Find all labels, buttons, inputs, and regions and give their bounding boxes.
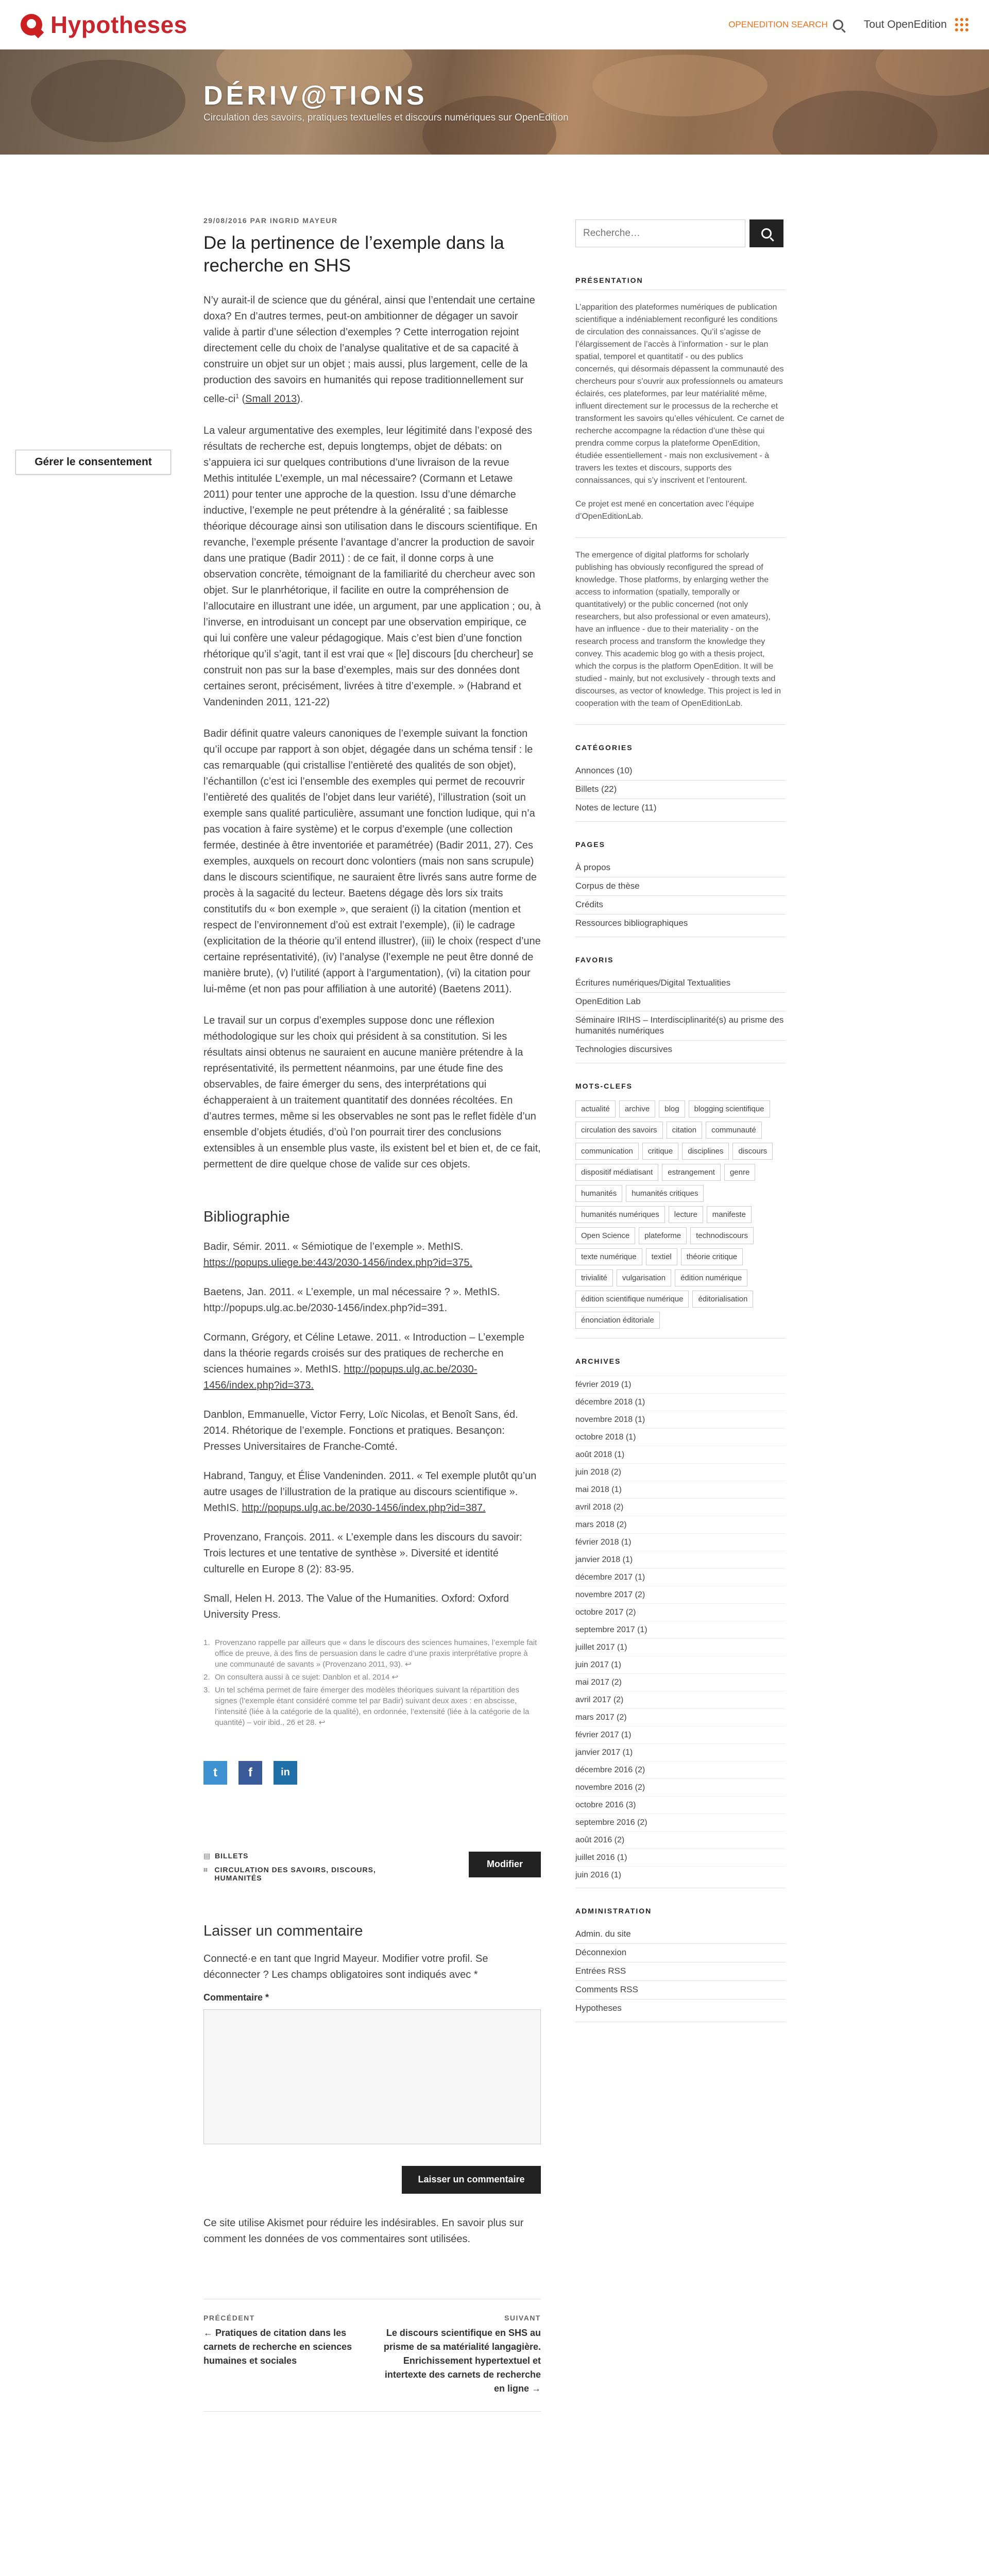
tag-icon: ⌗ bbox=[203, 1865, 208, 1874]
tag-item[interactable]: humanités numériques bbox=[575, 1206, 665, 1223]
paragraph-1-text: N’y aurait-il de science que du général, ainsi que l’entendait une certaine doxa? En d’autres termes, peut-on ambitionner de dégager un savoir valide à partir d’une sélection d’exemples ? Cette interrogation rejoint directement celle du choix de l’analyse qualitative et de sa capacité à construire un objet sur un objet ; mais aussi, plus largement, celle de la production des savoirs en humanités qui repose traditionnellement sur celle-ci bbox=[203, 295, 535, 405]
archives-list bbox=[575, 1376, 786, 1884]
article bbox=[203, 216, 541, 2412]
sidebar-search bbox=[575, 219, 786, 247]
presentation-text-en: The emergence of digital platforms for scholarly publishing has obviously reconfigured the spread of knowledge. Those platforms, by enlarging wether the access to information (spatially, temporally or quantitatively) or the public concerned (not only researchers, but also professional or even amateurs), have an influence - due to their materiality - on the research process and transform the knowledge they convey. This academic blog go with a thesis project, which the corpus is the platform OpenEdition. It will be studied - mainly, but not exclusively - through texts and discourses, as vector of knowledge. This project is led in cooperation with the team of OpenEditionLab. bbox=[575, 551, 781, 708]
footnote-number: 2. bbox=[203, 1672, 210, 1682]
pages-list bbox=[575, 859, 786, 933]
previous-post-link[interactable] bbox=[203, 2314, 368, 2396]
archive-item[interactable]: février 2017 (1) bbox=[575, 1726, 786, 1743]
widget-title-administration: ADMINISTRATION bbox=[575, 1907, 652, 1915]
page-item[interactable]: Corpus de thèse bbox=[575, 877, 786, 895]
arrow-left-icon: ← bbox=[203, 2327, 216, 2338]
top-right-nav bbox=[728, 15, 968, 34]
post-tags bbox=[203, 1866, 420, 1882]
footnote bbox=[203, 1672, 541, 1683]
archive-item[interactable]: mars 2018 (2) bbox=[575, 1516, 786, 1533]
paragraph-2: La valeur argumentative des exemples, leur légitimité dans l’exposé des résultats de recherche est, depuis longtemps, objet de débats: on s’appuiera ici sur quelques contributions d’une livraison de la revue Methis intitulée L’exemple, un mal nécessaire? (Cormann et Letawe 2011) pour tenter une approche de la question. Issu d’une démarche inductive, l’exemple ne peut prétendre à la généralité ; sa faiblesse théorique décourage ainsi son utilisation dans le discours scientifique. En revanche, l’exemple présente l’avantage d’ancrer la production de savoir dans une pratique (Badir 2011) : de ce fait, il donne corps à une observation concrète, témoignant de la familiarité du chercheur avec son objet. Sur le planrhétorique, il facilite en outre la compréhension de l’allocutaire en illustrant une idée, un argument, par une application ; ou, à l’inverse, en introduisant un concept par une observation empirique, ce qui lui confère une valeur pédagogique. Mais c’est bien d’une fonction rhétorique qu’il s’agit, tant il est vrai que « [le] discours [du chercheur] se construit non pas sur la base d’exemples, mais sur des données dont certaines seront, précisément, livrées à titre d’exemple. » (Habrand et Vandeninden 2011, 121-22) bbox=[203, 425, 541, 708]
tag-item[interactable]: discours bbox=[732, 1143, 773, 1160]
admin-item[interactable]: Comments RSS bbox=[575, 1980, 786, 1999]
comment-form-title: Laisser un commentaire bbox=[203, 1922, 363, 1939]
hypotheses-logo-icon bbox=[21, 12, 44, 38]
site-description: Circulation des savoirs, pratiques textuelles et discours numériques sur OpenEdition bbox=[203, 112, 569, 123]
tag-links[interactable]: CIRCULATION DES SAVOIRS, DISCOURS, HUMANITÉS bbox=[214, 1865, 376, 1882]
hypotheses-logo[interactable] bbox=[21, 9, 187, 40]
bib-entry-text: Cormann, Grégory, et Céline Letawe. 2011. « Introduction – L’exemple dans la théorie regards croisés sur des pratiques de recherche en sciences humaines ». MethIS. bbox=[203, 1331, 524, 1375]
categories-list bbox=[575, 762, 786, 817]
facebook-share-icon[interactable]: f bbox=[238, 1761, 262, 1785]
tag-item[interactable]: texte numérique bbox=[575, 1248, 642, 1265]
bib-entry bbox=[203, 1530, 541, 1578]
admin-item[interactable]: Entrées RSS bbox=[575, 1962, 786, 1980]
tag-item[interactable]: éditorialisation bbox=[692, 1291, 753, 1308]
apps-grid-icon[interactable] bbox=[955, 18, 968, 31]
tag-item[interactable]: blogging scientifique bbox=[689, 1100, 770, 1117]
archive-item[interactable]: avril 2018 (2) bbox=[575, 1498, 786, 1516]
submit-comment-button[interactable]: Laisser un commentaire bbox=[402, 2166, 541, 2194]
manage-consent-button[interactable]: Gérer le consentement bbox=[15, 450, 171, 474]
bib-entry bbox=[203, 1284, 541, 1316]
archive-item[interactable]: avril 2017 (2) bbox=[575, 1691, 786, 1708]
bibliography-title: Bibliographie bbox=[203, 1208, 290, 1225]
divider bbox=[575, 724, 786, 725]
admin-list bbox=[575, 1925, 786, 2018]
bib-entry bbox=[203, 1468, 541, 1516]
comment-label bbox=[203, 1992, 541, 2003]
archive-item[interactable]: août 2016 (2) bbox=[575, 1831, 786, 1849]
category-item[interactable]: Notes de lecture (11) bbox=[575, 799, 786, 817]
tag-item[interactable]: énonciation éditoriale bbox=[575, 1312, 660, 1329]
footnote-number: 1. bbox=[203, 1638, 210, 1647]
bib-entry-link[interactable]: https://popups.uliege.be:443/2030-1456/index.php?id=375. bbox=[203, 1257, 473, 1268]
tag-item[interactable]: critique bbox=[642, 1143, 678, 1160]
bib-entry bbox=[203, 1407, 541, 1455]
bib-entry-text: Habrand, Tanguy, et Élise Vandeninden. 2011. « Tel exemple plutôt qu’un autre usages de l’illustration de la pratique au discours scientifique ». MethIS. bbox=[203, 1470, 537, 1514]
logo-text: Hypotheses bbox=[50, 11, 187, 38]
akismet-notice: Ce site utilise Akismet pour réduire les indésirables. En savoir plus sur comment les données de vos commentaires sont utilisées. bbox=[203, 2217, 524, 2245]
paragraph-3: Badir définit quatre valeurs canoniques de l’exemple suivant la fonction qu’il occupe par rapport à son objet, dégagée dans un schéma tensif : le cas remarquable (qui cristallise l’entièreté des qualités de son objet), l’échantillon (c’est ici l’ensemble des exemples qui permet de recouvrir l’entièreté des qualités de l’objet dans leur variété), l’illustration (soit un exemple sans qualité particulière, assumant une fonction ludique, qui n’a pas vocation à faire système) et le corpus d’exemple (une collection fermée, destinée à être inventoriée et paramétrée) (Badir 2011, 27). Ces exemples, auxquels on recourt donc volontiers (mais non sans scrupule) dans le discours scientifique, ne sauraient être livrés sans autre forme de procès à la sagacité du lecteur. Baetens dégage dès lors six traits constitutifs du « bon exemple », que seraient (i) la citation (mention et respect de l’environnement d’où est extrait l’exemple), (ii) le cadrage (explicitation de la théorie qu’il entend illustrer), (iii) le choix (respect d’une certaine représentativité), (iv) l’analyse (l’exemple ne peut être donné de manière brute), (v) l’utilité (apport à l’argumentation), (vi) la citation pour lui-même (et non pas pour affiliation à une autorité) (Baetens 2011). bbox=[203, 727, 541, 995]
archive-item[interactable]: octobre 2017 (2) bbox=[575, 1603, 786, 1621]
tag-item[interactable]: textiel bbox=[646, 1248, 677, 1265]
favori-item[interactable]: OpenEdition Lab bbox=[575, 992, 786, 1011]
widget-title-pages: PAGES bbox=[575, 840, 605, 849]
archive-item[interactable]: mars 2017 (2) bbox=[575, 1708, 786, 1726]
bib-entry bbox=[203, 1591, 541, 1623]
arrow-right-icon: → bbox=[528, 2383, 541, 2394]
archive-item[interactable]: octobre 2018 (1) bbox=[575, 1428, 786, 1446]
bib-entry bbox=[203, 1330, 541, 1394]
archive-item[interactable]: juin 2016 (1) bbox=[575, 1866, 786, 1884]
openedition-search-label: OPENEDITION SEARCH bbox=[728, 20, 828, 29]
previous-label: PRÉCÉDENT bbox=[203, 2313, 255, 2322]
bib-entry-text: Danblon, Emmanuelle, Victor Ferry, Loïc Nicolas, et Benoît Sans, éd. 2014. Rhétorique de l’exemple. Fonctions et pratiques. Besançon: Presses Universitaires de Franche-Comté. bbox=[203, 1409, 518, 1452]
paragraph-4: Le travail sur un corpus d’exemples suppose donc une réflexion méthodologique sur les choix qui président à sa constitution. Si les résultats ainsi obtenus ne sauraient en aucune manière prétendre à la représentativité, ils permettent néanmoins, par une étude fine des observables, de faire émerger du sens, des interprétations qui échapperaient à un traitement quantitatif des données récoltées. En d’autres termes, même si les observables ne sont pas le reflet fidèle d’un ensemble d’objets étudiés, d’où l’on pourrait tirer des conclusions extensibles à un ensemble plus vaste, ils existent bel et bien et, de ce fait, permettent de dire quelque chose de valide sur ces objets. bbox=[203, 1014, 541, 1170]
archive-item[interactable]: juin 2017 (1) bbox=[575, 1656, 786, 1673]
modify-post-button[interactable]: Modifier bbox=[469, 1852, 541, 1877]
tag-item[interactable]: estrangement bbox=[662, 1164, 721, 1181]
tag-item[interactable]: blog bbox=[659, 1100, 685, 1117]
widget-title-favoris: FAVORIS bbox=[575, 956, 614, 964]
tag-item[interactable]: disciplines bbox=[682, 1143, 729, 1160]
archive-item[interactable]: novembre 2016 (2) bbox=[575, 1778, 786, 1796]
citation-link-small-2013[interactable]: Small 2013 bbox=[245, 393, 297, 405]
post-title: De la pertinence de l’exemple dans la recherche en SHS bbox=[203, 233, 504, 276]
tag-item[interactable]: manifeste bbox=[707, 1206, 752, 1223]
tag-cloud bbox=[575, 1100, 786, 1333]
tag-item[interactable]: vulgarisation bbox=[617, 1269, 671, 1286]
sidebar-search-input[interactable] bbox=[575, 219, 745, 247]
archive-item[interactable]: janvier 2018 (1) bbox=[575, 1551, 786, 1568]
submit-row bbox=[203, 2166, 541, 2194]
footnotes bbox=[203, 1637, 541, 1728]
archive-item[interactable]: mai 2017 (2) bbox=[575, 1673, 786, 1691]
bib-entry-text: Baetens, Jan. 2011. « L’exemple, un mal nécessaire ? ». MethIS. bbox=[203, 1286, 500, 1298]
site-title[interactable]: DÉRIV@TIONS bbox=[203, 81, 428, 111]
admin-item[interactable]: Admin. du site bbox=[575, 1929, 631, 1939]
footnote-number: 3. bbox=[203, 1685, 210, 1694]
favori-item[interactable]: Séminaire IRIHS – Interdisciplinarité(s) au prisme des humanités numériques bbox=[575, 1011, 786, 1040]
widget-title-archives: ARCHIVES bbox=[575, 1357, 621, 1365]
top-bar bbox=[0, 0, 989, 49]
favori-item[interactable]: Technologies discursives bbox=[575, 1040, 786, 1059]
paragraph-1-end: ). bbox=[297, 393, 303, 405]
comment-textarea[interactable] bbox=[203, 2009, 541, 2144]
widget-title-tags: MOTS-CLEFS bbox=[575, 1082, 633, 1090]
footnote-ref-1[interactable]: 1 bbox=[235, 393, 239, 400]
archive-item[interactable]: novembre 2018 (1) bbox=[575, 1411, 786, 1428]
bib-entry-link[interactable]: http://popups.ulg.ac.be/2030-1456/index.php?id=387. bbox=[242, 1502, 486, 1514]
footnote-text: Un tel schéma permet de faire émerger des modèles théoriques suivant la répartition des signes (l’exemple étant considéré comme tel par Badir) suivant deux axes : en abscisse, l’intensité (liée à la catégorie de la qualité), en ordonnée, l’extensité (liée à la catégorie de la quantité) – voir ibid., 26 et 28. ↩ bbox=[215, 1685, 530, 1727]
bib-entry-text: Badir, Sémir. 2011. « Sémiotique de l’exemple ». MethIS. bbox=[203, 1241, 464, 1252]
bib-entry bbox=[203, 1239, 541, 1271]
category-item[interactable]: Billets (22) bbox=[575, 780, 786, 799]
archive-item[interactable]: janvier 2017 (1) bbox=[575, 1743, 786, 1761]
presentation-text-fr: L’apparition des plateformes numériques de publication scientifique a indéniablement reconfiguré les conditions de circulation des connaissances. Qu’il s’agisse de l’élargissement de l’accès à l’information - sur le plan spatial, temporel et quantitatif - ou des publics concernés, qui désormais dépassent la communauté des chercheurs pour s’ouvrir aux professionnels ou amateurs éclairés, ces plateformes, par leur matérialité même, influent directement sur le processus de la recherche et transforment les savoirs qu’elles véhiculent. Ce carnet de recherche accompagne la rédaction d’une thèse qui prendra comme corpus la plateforme OpenEdition, étudiée essentiellement - mais non exclusivement - à travers les textes et discours, supports des connaissances, qui s’y inscrivent et l’entourent. bbox=[575, 303, 785, 485]
page-item[interactable]: Ressources bibliographiques bbox=[575, 914, 786, 933]
post-meta[interactable]: 29/08/2016 PAR INGRID MAYEUR bbox=[203, 216, 338, 225]
sidebar-search-button[interactable] bbox=[749, 219, 783, 247]
logged-in-notice: Connecté·e en tant que Ingrid Mayeur. Modifier votre profil. Se déconnecter ? Les champs obligatoires sont indiqués avec * bbox=[203, 1953, 488, 1980]
previous-title bbox=[203, 2326, 368, 2368]
archive-item[interactable]: décembre 2018 (1) bbox=[575, 1393, 786, 1411]
folder-icon: ▤ bbox=[203, 1851, 211, 1860]
bib-entry-link[interactable]: http://popups.ulg.ac.be/2030-1456/index.php?id=391. bbox=[203, 1302, 448, 1314]
next-title bbox=[376, 2326, 541, 2396]
tag-item[interactable]: édition scientifique numérique bbox=[575, 1291, 689, 1308]
comment-label-text: Commentaire bbox=[203, 1992, 263, 2003]
tag-item[interactable]: trivialité bbox=[575, 1269, 613, 1286]
entry-footer bbox=[203, 1852, 541, 1898]
archive-item[interactable]: février 2019 (1) bbox=[575, 1376, 786, 1393]
bib-entry-text: Small, Helen H. 2013. The Value of the Humanities. Oxford: Oxford University Press. bbox=[203, 1592, 509, 1620]
page-item[interactable]: Crédits bbox=[575, 895, 786, 914]
admin-item[interactable]: Déconnexion bbox=[575, 1943, 786, 1962]
tag-item[interactable]: communauté bbox=[706, 1122, 762, 1139]
archive-item[interactable]: juin 2018 (2) bbox=[575, 1463, 786, 1481]
tag-item[interactable]: archive bbox=[619, 1100, 655, 1117]
site-banner bbox=[0, 49, 989, 155]
presentation-text-fr-2: Ce projet est mené en concertation avec l’équipe d’OpenEditionLab. bbox=[575, 500, 754, 521]
archive-item[interactable]: décembre 2016 (2) bbox=[575, 1761, 786, 1778]
divider bbox=[575, 821, 786, 822]
archive-item[interactable]: septembre 2016 (2) bbox=[575, 1814, 786, 1831]
archive-item[interactable]: mai 2018 (1) bbox=[575, 1481, 786, 1498]
tag-item[interactable]: citation bbox=[667, 1122, 703, 1139]
archive-item[interactable]: juillet 2017 (1) bbox=[575, 1638, 786, 1656]
tag-item[interactable]: humanités bbox=[575, 1185, 622, 1202]
tag-item[interactable]: théorie critique bbox=[681, 1248, 743, 1265]
all-openedition-link[interactable]: Tout OpenEdition bbox=[863, 19, 947, 30]
share-buttons bbox=[203, 1761, 541, 1785]
twitter-share-icon[interactable]: t bbox=[203, 1761, 227, 1785]
archive-item[interactable]: février 2018 (1) bbox=[575, 1533, 786, 1551]
divider bbox=[575, 537, 786, 538]
required-mark: * bbox=[265, 1992, 269, 2003]
footnote bbox=[203, 1637, 541, 1670]
next-label: SUIVANT bbox=[504, 2313, 541, 2322]
archive-item[interactable]: juillet 2016 (1) bbox=[575, 1849, 786, 1866]
footnote-text: On consultera aussi à ce sujet: Danblon et al. 2014 ↩ bbox=[215, 1672, 399, 1682]
admin-item[interactable]: Hypotheses bbox=[575, 1999, 786, 2018]
tag-item[interactable]: technodiscours bbox=[690, 1227, 754, 1244]
footnote-text: Provenzano rappelle par ailleurs que « dans le discours des sciences humaines, l’exemple fait office de preuve, à des fins de persuasion dans le cadre d’une praxis interprétative propre à une communauté de savants » (Provenzano 2011, 93). ↩ bbox=[215, 1638, 537, 1669]
paragraph-1: N’y aurait-il de science que du général, ainsi que l’entendait une certaine doxa? En d’autres termes, peut-on ambitionner de dégager un savoir valide à partir d’une sélection d’exemples ? Cette interrogation rejoint directement celle du choix de l’analyse qualitative et de sa capacité à construire un objet sur un objet ; mais aussi, plus largement, celle de la production des savoirs en humanités qui repose traditionnellement sur celle-$ci^1$ (Small 2013). bbox=[203, 295, 535, 405]
widget-title-presentation: PRÉSENTATION bbox=[575, 276, 643, 284]
bib-entry-text: Provenzano, François. 2011. « L’exemple dans les discours du savoir: Trois lectures et une tentative de synthèse ». Diversité et identité culturelle en Europe 8 (2): 83-95. bbox=[203, 1531, 522, 1575]
tag-item[interactable]: genre bbox=[724, 1164, 755, 1181]
archive-item[interactable]: novembre 2017 (2) bbox=[575, 1586, 786, 1603]
category-item[interactable]: Annonces (10) bbox=[575, 766, 633, 775]
search-icon bbox=[833, 20, 843, 30]
previous-title-text: Pratiques de citation dans les carnets de recherche en sciences humaines et sociales bbox=[203, 2327, 352, 2366]
sidebar bbox=[575, 219, 786, 2022]
archive-item[interactable]: octobre 2016 (3) bbox=[575, 1796, 786, 1814]
openedition-search-button[interactable] bbox=[728, 20, 843, 30]
tag-item[interactable]: édition numérique bbox=[675, 1269, 747, 1286]
archive-item[interactable]: septembre 2017 (1) bbox=[575, 1621, 786, 1638]
page-item[interactable]: À propos bbox=[575, 862, 611, 872]
linkedin-share-icon[interactable]: in bbox=[274, 1761, 297, 1785]
footnote bbox=[203, 1685, 541, 1728]
favoris-list bbox=[575, 974, 786, 1059]
archive-item[interactable]: décembre 2017 (1) bbox=[575, 1568, 786, 1586]
next-title-text: Le discours scientifique en SHS au prisme de sa matérialité langagière. Enrichissement hypertextuel et intertexte des carnets de recherche en ligne bbox=[383, 2327, 541, 2394]
tag-item[interactable]: Open Science bbox=[575, 1227, 635, 1244]
post-navigation bbox=[203, 2299, 541, 2412]
next-post-link[interactable] bbox=[376, 2314, 541, 2396]
favori-item[interactable]: Écritures numériques/Digital Textualities bbox=[575, 978, 731, 988]
tag-item[interactable]: plateforme bbox=[639, 1227, 687, 1244]
tag-item[interactable]: lecture bbox=[669, 1206, 703, 1223]
tag-item[interactable]: circulation des savoirs bbox=[575, 1122, 663, 1139]
tag-item[interactable]: humanités critiques bbox=[626, 1185, 704, 1202]
tag-item[interactable]: dispositif médiatisant bbox=[575, 1164, 658, 1181]
category-link[interactable]: BILLETS bbox=[215, 1851, 249, 1860]
widget-title-categories: CATÉGORIES bbox=[575, 743, 633, 752]
archive-item[interactable]: août 2018 (1) bbox=[575, 1446, 786, 1463]
tag-item[interactable]: actualité bbox=[575, 1100, 616, 1117]
bib-entry-link[interactable]: http://popups.ulg.ac.be/2030-1456/index.php?id=373. bbox=[203, 1363, 478, 1391]
search-icon bbox=[761, 228, 772, 239]
tag-item[interactable]: communication bbox=[575, 1143, 639, 1160]
